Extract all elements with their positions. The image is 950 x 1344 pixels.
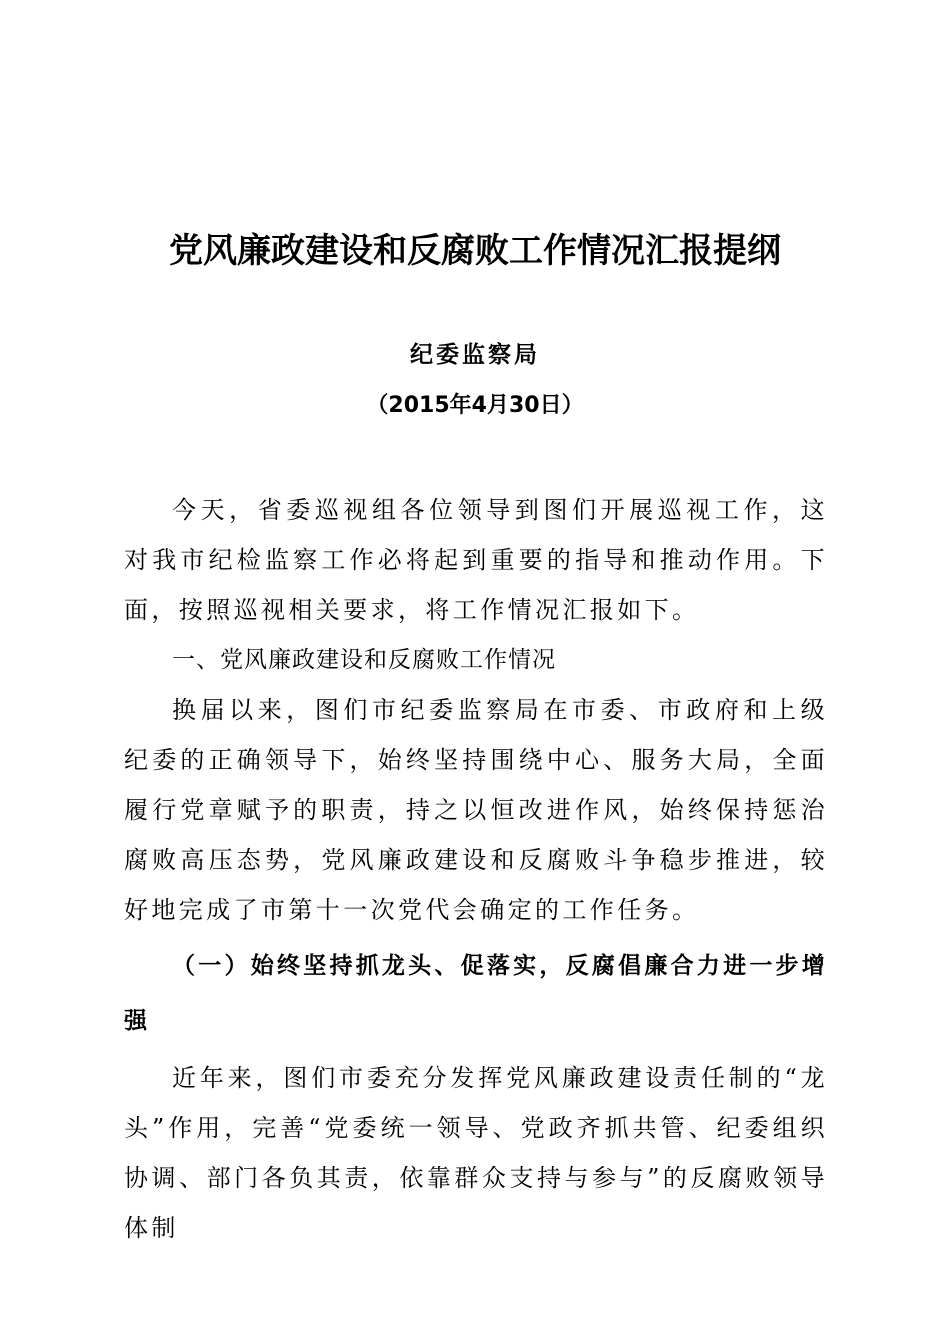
subsection-heading: （一）始终坚持抓龙头、促落实，反腐倡廉合力进一步增强 [124,953,828,1034]
document-body [124,485,828,1253]
subsection-paragraph: 近年来，图们市委充分发挥党风廉政建设责任制的“龙头”作用，完善“党委统一领导、党政齐抓共管、纪委组织协调、部门各负其责，依靠群众支持与参与”的反腐败领导体制 [124,1064,828,1242]
section-heading: 一、党风廉政建设和反腐败工作情况 [172,647,556,673]
intro-paragraph: 今天，省委巡视组各位领导到图们开展巡视工作，这对我市纪检监察工作必将起到重要的指导和推动作用。下面，按照巡视相关要求，将工作情况汇报如下。 [124,496,828,624]
section-paragraph: 换届以来，图们市纪委监察局在市委、市政府和上级纪委的正确领导下，始终坚持围绕中心、服务大局，全面履行党章赋予的职责，持之以恒改进作风，始终保持惩治腐败高压态势，党风廉政建设和反腐败斗争稳步推进，较好地完成了市第十一次党代会确定的工作任务。 [124,696,828,924]
document-date: （2015年4月30日） [366,393,584,418]
document-organization: 纪委监察局 [410,342,540,368]
document-title: 党风廉政建设和反腐败工作情况汇报提纲 [169,231,781,271]
